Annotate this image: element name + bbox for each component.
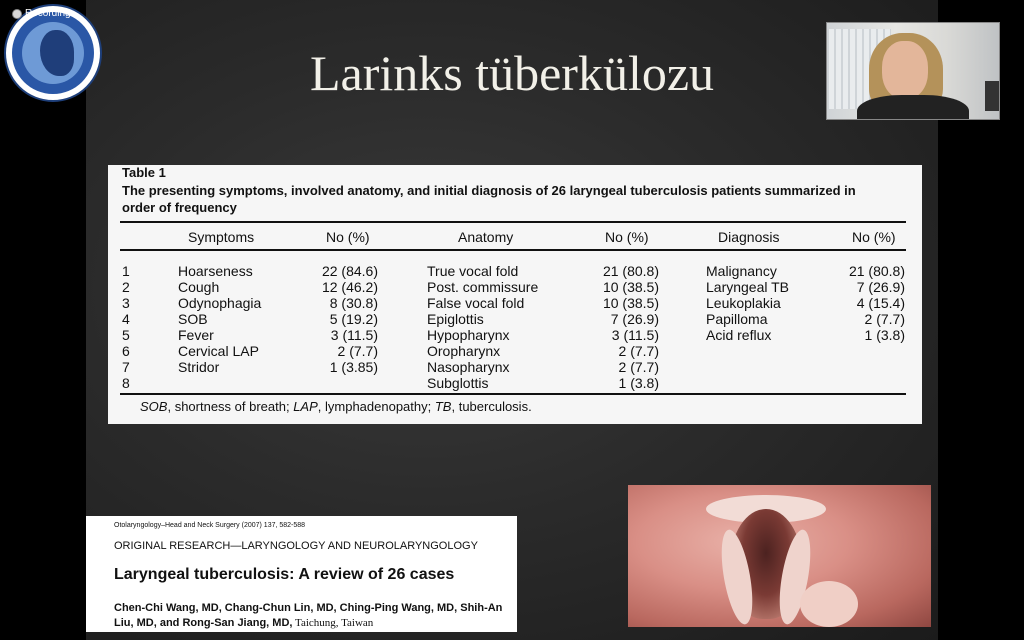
anatomy-cell: Oropharynx [427,343,501,359]
row-number: 6 [122,343,130,359]
recording-label: Recording [25,8,71,19]
record-icon [12,9,22,19]
diagnosis-cell: Laryngeal TB [706,279,790,295]
table-top-rule [120,221,906,223]
row-number: 1 [122,263,130,279]
header-no-anatomy: No (%) [605,229,649,245]
footnote-tb-def: , tuberculosis. [451,399,532,414]
table-figure [108,165,922,424]
anatomy-count-cell: 21 (80.8) [602,263,659,279]
presenter-webcam[interactable] [826,22,1000,120]
laryngoscopy-image [628,485,931,627]
row-number: 7 [122,359,130,375]
anatomy-count-cell: 10 (38.5) [602,279,659,295]
diagnosis-cell: Leukoplakia [706,295,781,311]
anatomy-cell: Epiglottis [427,311,484,327]
footnote-tb: TB [434,399,452,414]
row-number: 4 [122,311,130,327]
presenter-body [857,95,969,120]
symptom-cell: SOB [178,311,208,327]
anatomy-count-cell: 7 (26.9) [610,311,659,327]
symptom-count-cell: 2 (7.7) [337,343,378,359]
symptom-count-cell: 22 (84.6) [321,263,378,279]
paper-title: Laryngeal tuberculosis: A review of 26 cases [114,566,455,583]
paper-authors-main: Chen-Chi Wang, MD, Chang-Chun Lin, MD, Ching-Ping Wang, MD, Shih-An Liu, MD, [114,602,503,629]
symptom-cell: Stridor [178,359,220,375]
table-bottom-rule [120,393,906,395]
symptom-cell: Fever [178,327,214,343]
symptom-count-cell: 12 (46.2) [321,279,378,295]
symptom-count-cell: 8 (30.8) [329,295,378,311]
anatomy-cell: Subglottis [427,375,489,391]
row-number: 3 [122,295,130,311]
anatomy-cell: False vocal fold [427,295,525,311]
footnote-lap: LAP [293,399,318,414]
symptom-count-cell: 3 (11.5) [330,327,378,343]
header-symptoms: Symptoms [188,229,255,245]
diagnosis-count-cell: 2 (7.7) [864,311,905,327]
diagnosis-count-cell: 4 (15.4) [856,295,905,311]
paper-authors [114,601,514,631]
slide-title: Larinks tüberkülozu [309,45,715,101]
diagnosis-cell: Malignancy [706,263,777,279]
recording-indicator[interactable] [12,8,71,19]
symptom-cell: Hoarseness [178,263,253,279]
table-header-rule [120,249,906,251]
anatomy-cell: Hypopharynx [427,327,510,343]
symptom-cell: Cervical LAP [178,343,259,359]
header-anatomy: Anatomy [458,229,514,245]
diagnosis-cell: Acid reflux [706,327,772,343]
anatomy-count-cell: 1 (3.8) [618,375,659,391]
footnote-lap-def: , lymphadenopathy; [317,399,435,414]
lesion [800,581,858,627]
table-label: Table 1 [122,165,166,180]
header-no-symptoms: No (%) [326,229,370,245]
table-footnote [140,399,532,414]
paper-authors-tail: and Rong-San Jiang, MD, [156,617,293,629]
symptom-count-cell: 5 (19.2) [329,311,378,327]
paper-journal: Otolaryngology–Head and Neck Surgery (2007) 137, 582-588 [114,522,306,529]
presenter-face [882,41,928,99]
symptom-cell: Odynophagia [178,295,262,311]
symptom-cell: Cough [178,279,220,295]
anatomy-cell: True vocal fold [427,263,519,279]
row-number: 5 [122,327,130,343]
paper-location: Taichung, Taiwan [292,617,374,629]
table-caption: The presenting symptoms, involved anatomy, and initial diagnosis of 26 laryngeal tuberculosis patients summarized in order of frequency [122,183,856,215]
symptom-count-cell: 1 (3.85) [329,359,378,375]
diagnosis-count-cell: 21 (80.8) [848,263,905,279]
anatomy-cell: Nasopharynx [427,359,510,375]
footnote-sob-def: , shortness of breath; [167,399,294,414]
footnote-sob: SOB [140,399,168,414]
background-monitor [985,81,999,111]
diagnosis-count-cell: 1 (3.8) [864,327,905,343]
diagnosis-cell: Papilloma [706,311,768,327]
anatomy-count-cell: 10 (38.5) [602,295,659,311]
anatomy-count-cell: 2 (7.7) [618,343,659,359]
anatomy-count-cell: 2 (7.7) [618,359,659,375]
paper-section: ORIGINAL RESEARCH—LARYNGOLOGY AND NEUROLARYNGOLOGY [114,540,478,552]
paper-header-figure [86,516,517,632]
anatomy-cell: Post. commissure [427,279,539,295]
row-number: 2 [122,279,130,295]
diagnosis-count-cell: 7 (26.9) [856,279,905,295]
anatomy-count-cell: 3 (11.5) [611,327,659,343]
header-no-diagnosis: No (%) [852,229,896,245]
row-number: 8 [122,375,130,391]
header-diagnosis: Diagnosis [718,229,780,245]
